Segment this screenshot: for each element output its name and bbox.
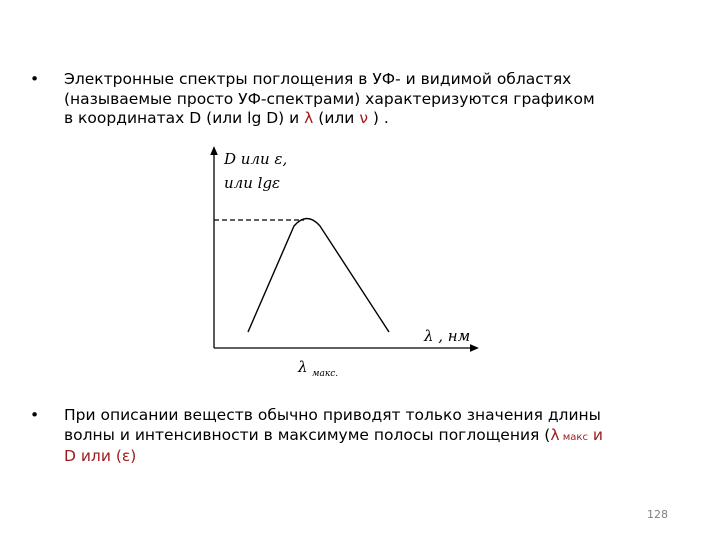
bullet-2-line-1: При описании веществ обычно приводят только значения длины bbox=[64, 406, 601, 424]
bullet-1-line-1: Электронные спектры поглощения в УФ- и видимой областях bbox=[64, 70, 572, 88]
bullet-2-and: и bbox=[587, 425, 603, 444]
bullet-2-line-2-pre: волны и интенсивности в максимуме полосы поглощения ( bbox=[64, 425, 551, 444]
page-number: 128 bbox=[647, 508, 668, 521]
lambda-symbol: λ bbox=[304, 109, 314, 127]
bullet-1-line-3 bbox=[64, 109, 690, 129]
bullet-dot: • bbox=[30, 70, 40, 88]
bullet-1-line-3-pre: в координатах D (или lg D) и bbox=[64, 109, 305, 127]
lambda-max-subscript: макс bbox=[559, 431, 588, 443]
absorption-spectrum-figure bbox=[190, 140, 490, 380]
bullet-2-line-3: D или (ε) bbox=[64, 447, 137, 465]
bullet-1-line-3-mid: (или bbox=[313, 109, 360, 127]
absorption-band-curve bbox=[248, 219, 389, 333]
bullet-2-line-2 bbox=[64, 426, 690, 448]
bullet-1-text bbox=[64, 70, 690, 129]
y-axis-label-line-1: D или ε, bbox=[224, 150, 288, 168]
peak-lambda-label: λ bbox=[298, 358, 308, 376]
nu-symbol: ν bbox=[359, 109, 368, 127]
bullet-1-line-2: (называемые просто УФ-спектрами) характеризуются графиком bbox=[64, 89, 595, 108]
bullet-1-line-3-end: ) . bbox=[367, 109, 389, 127]
lambda-max-symbol: λ bbox=[550, 425, 560, 444]
peak-lambda-subscript: макс. bbox=[312, 369, 339, 379]
y-axis-label-line-2: или lgε bbox=[224, 174, 281, 192]
bullet-2-text bbox=[64, 406, 690, 467]
bullet-dot: • bbox=[30, 406, 40, 424]
x-axis-label: λ , нм bbox=[424, 327, 471, 345]
